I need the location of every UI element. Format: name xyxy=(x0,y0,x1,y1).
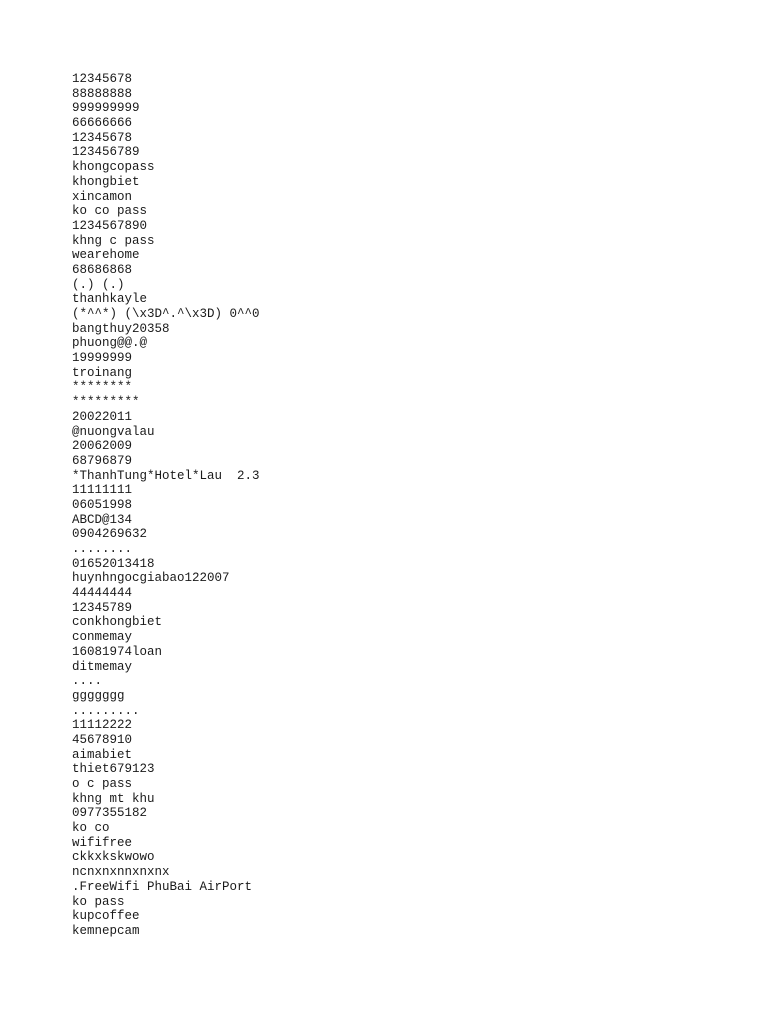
text-line: ********* xyxy=(72,395,140,410)
text-line: xincamon xyxy=(72,189,133,204)
text-line: 01652013418 xyxy=(72,556,155,571)
text-line: khongcopass xyxy=(72,160,155,175)
text-line: 0904269632 xyxy=(72,527,148,542)
text-line: phuong@@.@ xyxy=(72,336,148,351)
text-line: conmemay xyxy=(72,630,133,645)
text-line: ditmemay xyxy=(72,659,133,674)
text-line: 66666666 xyxy=(72,116,133,131)
text-line: ........ xyxy=(72,542,133,556)
text-line: .... xyxy=(72,674,103,689)
text-line: khng c pass xyxy=(72,233,155,248)
text-line: thanhkayle xyxy=(72,292,148,307)
text-line: 68796879 xyxy=(72,453,133,468)
text-line: 12345678 xyxy=(72,72,133,86)
text-line: conkhongbiet xyxy=(72,615,163,630)
text-line: 12345678 xyxy=(72,130,133,145)
text-line: kemnepcam xyxy=(72,923,140,938)
text-line: ......... xyxy=(72,703,140,718)
text-line: 0977355182 xyxy=(72,806,148,821)
text-line: ko pass xyxy=(72,894,125,909)
text-line: troinang xyxy=(72,365,133,380)
text-line: huynhngocgiabao122007 xyxy=(72,571,230,586)
text-line: ko co pass xyxy=(72,204,148,219)
text-line: wififree xyxy=(72,835,133,850)
text-line: @nuongvalau xyxy=(72,424,155,439)
text-line: khongbiet xyxy=(72,174,140,189)
text-line: ckkxkskwowo xyxy=(72,850,155,865)
text-line: ABCD@134 xyxy=(72,512,133,527)
text-line: kupcoffee xyxy=(72,909,140,924)
text-line: khng mt khu xyxy=(72,791,155,806)
text-line: (.) (.) xyxy=(72,277,125,292)
text-line: 68686868 xyxy=(72,262,133,277)
text-line: 20062009 xyxy=(72,439,133,454)
text-line: 123456789 xyxy=(72,145,140,160)
text-line: 88888888 xyxy=(72,86,133,101)
text-line: (*^^*) (\x3D^.^\x3D) 0^^0 xyxy=(72,307,260,321)
text-line: 16081974loan xyxy=(72,644,163,659)
text-line: ggggggg xyxy=(72,688,125,703)
text-line: 06051998 xyxy=(72,497,133,512)
text-line: o c pass xyxy=(72,777,133,791)
text-line: 11111111 xyxy=(72,483,133,498)
text-line: wearehome xyxy=(72,248,140,263)
text-line: .FreeWifi PhuBai AirPort xyxy=(72,879,253,894)
text-line: bangthuy20358 xyxy=(72,321,170,336)
text-line: 19999999 xyxy=(72,351,133,366)
text-line: 44444444 xyxy=(72,586,133,601)
text-line: 1234567890 xyxy=(72,218,148,233)
text-line: 999999999 xyxy=(72,101,140,116)
text-line: ******** xyxy=(72,380,133,395)
text-line: 12345789 xyxy=(72,600,133,615)
text-line: *ThanhTung*Hotel*Lau 2.3 xyxy=(72,468,260,483)
text-line-list xyxy=(72,72,260,939)
text-line: 11112222 xyxy=(72,718,133,733)
text-line: 45678910 xyxy=(72,732,133,747)
text-line: aimabiet xyxy=(72,747,133,762)
text-line: 20022011 xyxy=(72,409,133,424)
text-line: thiet679123 xyxy=(72,762,155,777)
text-line: ko co xyxy=(72,821,110,836)
text-line: ncnxnxnnxnxnx xyxy=(72,865,170,880)
